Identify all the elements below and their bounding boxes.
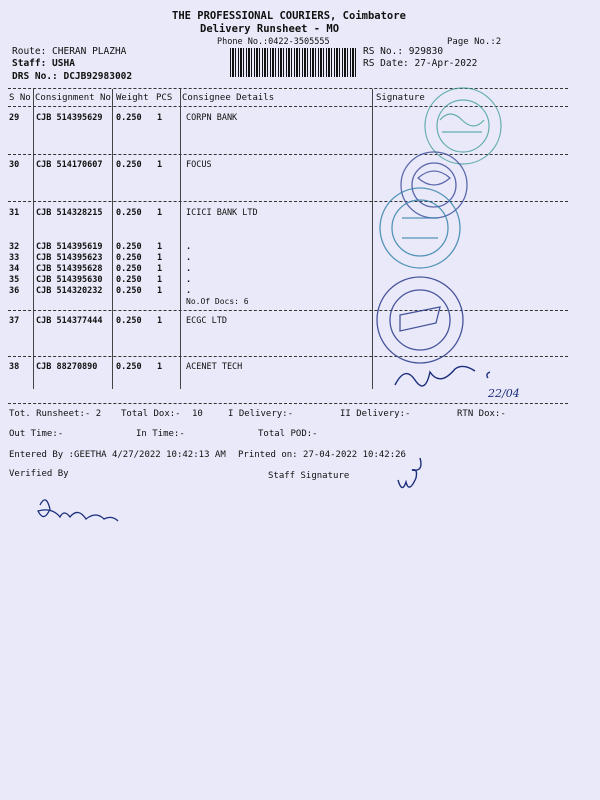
row-consignment: CJB 514395623 [36,253,103,263]
row-consignee: . [186,242,192,252]
row-weight: 0.250 [116,253,142,263]
row-consignee: CORPN BANK [186,113,238,123]
row-consignment: CJB 514395629 [36,113,103,123]
acenet-signature [395,366,490,385]
row-consignee: . [186,286,192,296]
row-sno: 36 [9,286,20,296]
in-time: In Time:- [136,429,185,439]
row-pcs: 1 [157,316,163,326]
row-consignment: CJB 514395628 [36,264,103,274]
row-weight: 0.250 [116,316,142,326]
drs-number: DRS No.: DCJB92983002 [12,71,133,82]
row-sno: 37 [9,316,20,326]
row-pcs: 1 [157,286,163,296]
i-delivery: I Delivery:- [228,409,294,419]
row-consignment: CJB 514320232 [36,286,103,296]
row-sno: 29 [9,113,20,123]
no-of-docs: No.Of Docs: 6 [186,297,249,306]
row-consignment: CJB 88270890 [36,362,98,372]
row-sno: 32 [9,242,20,252]
staff-signature-label: Staff Signature [268,471,350,481]
staff-signature [398,458,421,488]
icici-stamp [380,188,460,268]
row-weight: 0.250 [116,362,142,372]
ecgc-stamp [377,277,463,363]
row-consignee: ECGC LTD [186,316,227,326]
col-signature: Signature [376,93,425,103]
verifier-signature [38,500,118,521]
col-sno: S No [9,93,31,103]
row-weight: 0.250 [116,286,142,296]
staff: Staff: USHA [12,58,75,69]
entered-by: Entered By :GEETHA 4/27/2022 10:42:13 AM [9,450,226,460]
row-weight: 0.250 [116,113,142,123]
route: Route: CHERAN PLAZHA [12,46,127,57]
phone-number: Phone No.:0422-3505555 [217,37,330,47]
row-pcs: 1 [157,264,163,274]
row-pcs: 1 [157,253,163,263]
row-pcs: 1 [157,242,163,252]
row-sno: 31 [9,208,20,218]
row-sno: 38 [9,362,20,372]
row-sno: 30 [9,160,20,170]
total-pod: Total POD:- [258,429,318,439]
row-weight: 0.250 [116,160,142,170]
row-sno: 33 [9,253,20,263]
col-consignment: Consignment No [35,93,111,103]
verified-by: Verified By [9,469,69,479]
total-dox-label: Total Dox:- [121,409,181,419]
ii-delivery: II Delivery:- [340,409,411,419]
document-title: Delivery Runsheet - MO [200,23,340,35]
row-pcs: 1 [157,362,163,372]
out-time: Out Time:- [9,429,64,439]
rtn-dox: RTN Dox:- [457,409,506,419]
row-pcs: 1 [157,275,163,285]
row-consignment: CJB 514328215 [36,208,103,218]
row-consignee: FOCUS [186,160,212,170]
row-consignee: . [186,264,192,274]
row-weight: 0.250 [116,275,142,285]
row-weight: 0.250 [116,242,142,252]
row-pcs: 1 [157,113,163,123]
row-consignment: CJB 514377444 [36,316,103,326]
page-number: Page No.:2 [447,37,502,47]
row-consignment: CJB 514395619 [36,242,103,252]
row-pcs: 1 [157,160,163,170]
row-consignee: ICICI BANK LTD [186,208,258,218]
total-dox-value: 10 [192,409,203,419]
row-weight: 0.250 [116,264,142,274]
row-sno: 35 [9,275,20,285]
company-name: THE PROFESSIONAL COURIERS, Coimbatore [172,10,406,22]
handwritten-date: 22/04 [488,387,520,400]
row-weight: 0.250 [116,208,142,218]
focus-stamp [401,152,467,218]
rs-date: RS Date: 27-Apr-2022 [363,58,478,69]
row-sno: 34 [9,264,20,274]
row-consignment: CJB 514395630 [36,275,103,285]
row-pcs: 1 [157,208,163,218]
row-consignment: CJB 514170607 [36,160,103,170]
row-consignee: ACENET TECH [186,362,243,372]
row-consignee: . [186,253,192,263]
rs-number: RS No.: 929830 [363,46,444,57]
col-consignee: Consignee Details [182,93,275,103]
row-consignee: . [186,275,192,285]
total-runsheet: Tot. Runsheet:- 2 [9,409,102,419]
col-weight: Weight [116,93,149,103]
col-pcs: PCS [156,93,173,103]
printed-on: Printed on: 27-04-2022 10:42:26 [238,450,406,460]
